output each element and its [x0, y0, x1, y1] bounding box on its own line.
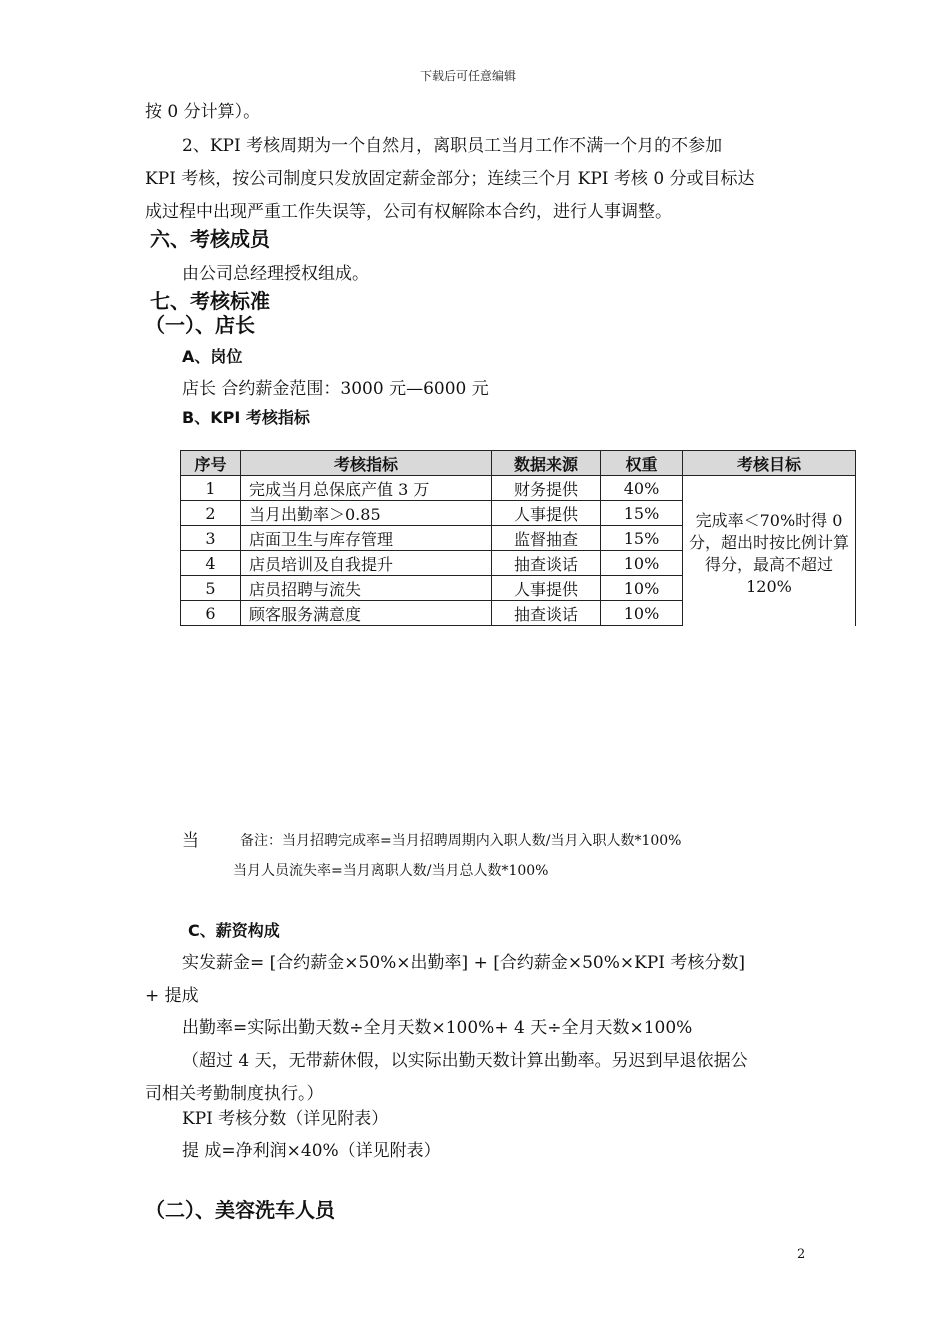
item-heading-salary: C、薪资构成 [188, 921, 280, 940]
section-heading-standards: 七、考核标准 [150, 289, 270, 313]
page-header: 下载后可任意编辑 [420, 69, 517, 83]
salary-formula-line: + 提成 [145, 986, 199, 1006]
table-cell: 财务提供 [492, 476, 601, 501]
paragraph-line: 2、KPI 考核周期为一个自然月，离职员工当月工作不满一个月的不参加 [182, 136, 723, 156]
table-cell: 4 [181, 551, 241, 576]
table-cell: 人事提供 [492, 576, 601, 601]
note-line: 当月人员流失率=当月离职人数/当月总人数*100% [233, 863, 549, 879]
table-cell: 店员培训及自我提升 [241, 551, 492, 576]
kpi-table [180, 450, 856, 626]
paragraph-line: KPI 考核，按公司制度只发放固定薪金部分；连续三个月 KPI 考核 0 分或目标达 [145, 169, 755, 189]
table-cell: 15% [601, 501, 683, 526]
table-cell: 40% [601, 476, 683, 501]
table-cell: 6 [181, 601, 241, 626]
salary-range-text: 店长 合约薪金范围：3000 元—6000 元 [182, 379, 489, 399]
table-cell: 完成当月总保底产值 3 万 [241, 476, 492, 501]
table-cell: 3 [181, 526, 241, 551]
paragraph-line: 司相关考勤制度执行。） [145, 1084, 324, 1104]
column-header: 权重 [601, 451, 683, 476]
table-cell: 10% [601, 551, 683, 576]
table-cell: 抽查谈话 [492, 601, 601, 626]
item-heading-kpi: B、KPI 考核指标 [182, 408, 310, 427]
table-cell: 顾客服务满意度 [241, 601, 492, 626]
column-header: 数据来源 [492, 451, 601, 476]
table-cell: 10% [601, 576, 683, 601]
table-cell: 1 [181, 476, 241, 501]
table-row [181, 476, 856, 501]
table-cell: 2 [181, 501, 241, 526]
paragraph-line: （超过 4 天，无带薪休假，以实际出勤天数计算出勤率。另迟到早退依据公 [182, 1051, 748, 1071]
table-header-row [181, 451, 856, 476]
table-cell: 店员招聘与流失 [241, 576, 492, 601]
paragraph-line: 按 0 分计算）。 [145, 102, 261, 122]
attendance-formula-line: 出勤率=实际出勤天数÷全月天数×100%+ 4 天÷全月天数×100% [182, 1018, 693, 1038]
table-cell: 10% [601, 601, 683, 626]
table-cell: 人事提供 [492, 501, 601, 526]
paragraph-line: 由公司总经理授权组成。 [182, 264, 369, 284]
column-header: 序号 [181, 451, 241, 476]
page-number: 2 [797, 1247, 806, 1262]
table-cell: 抽查谈话 [492, 551, 601, 576]
subsection-heading-carwash: （二）、美容洗车人员 [145, 1198, 335, 1222]
table-cell: 监督抽查 [492, 526, 601, 551]
salary-formula-line: 实发薪金= [合约薪金×50%×出勤率] + [合约薪金×50%×KPI 考核分数] [182, 953, 746, 973]
item-heading-position: A、岗位 [182, 347, 243, 366]
paragraph-line: KPI 考核分数（详见附表） [182, 1109, 389, 1129]
target-cell: 完成率＜70%时得 0 分，超出时按比例计算得分，最高不超过 120% [683, 476, 856, 626]
commission-formula-line: 提 成=净利润×40%（详见附表） [182, 1141, 441, 1161]
column-header: 考核指标 [241, 451, 492, 476]
table-cell: 当月出勤率＞0.85 [241, 501, 492, 526]
table-cell: 5 [181, 576, 241, 601]
column-header: 考核目标 [683, 451, 856, 476]
table-cell: 店面卫生与库存管理 [241, 526, 492, 551]
paragraph-line: 成过程中出现严重工作失误等，公司有权解除本合约，进行人事调整。 [145, 202, 672, 222]
note-line: 备注：当月招聘完成率=当月招聘周期内入职人数/当月入职人数*100% [240, 833, 682, 849]
subsection-heading-manager: （一）、店长 [145, 313, 255, 337]
note-prefix: 当 [182, 831, 199, 851]
section-heading-members: 六、考核成员 [150, 227, 270, 251]
table-cell: 15% [601, 526, 683, 551]
